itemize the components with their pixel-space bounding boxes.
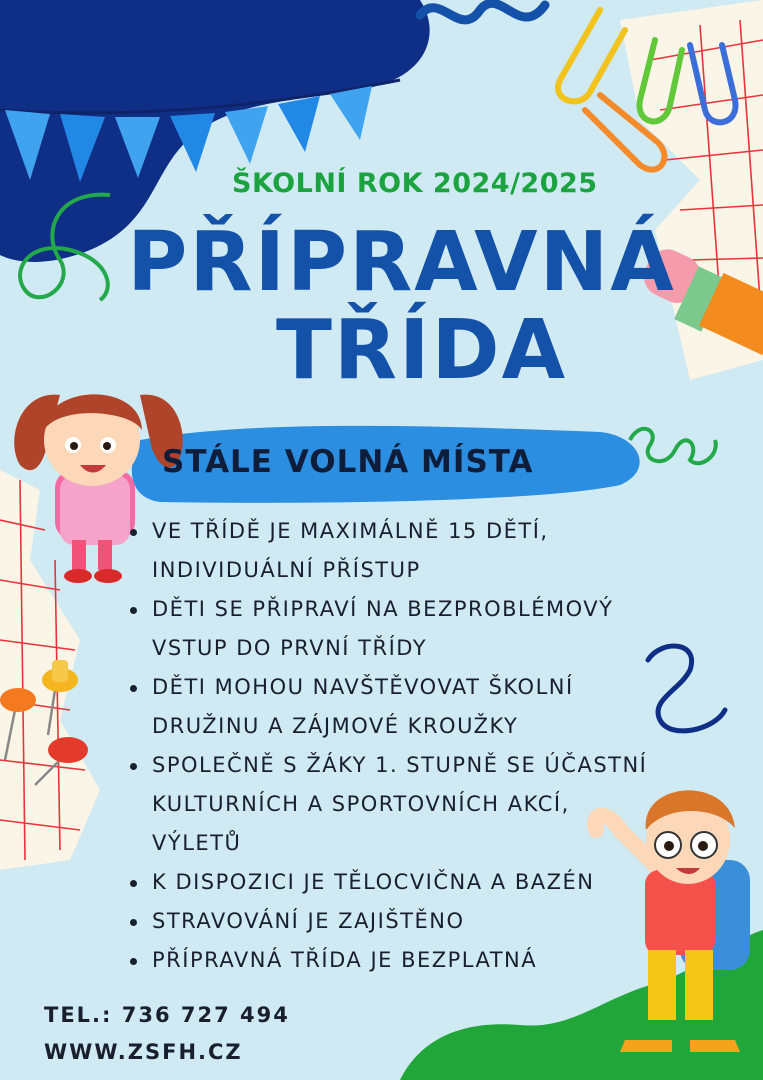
list-item-line: VSTUP DO PRVNÍ TŘÍDY [152,636,428,660]
list-item-line: VÝLETŮ [152,831,242,855]
list-item-line: DRUŽINU A ZÁJMOVÉ KROUŽKY [152,714,519,738]
title-line-1: PŘÍPRAVNÁ [127,215,676,310]
list-item-line: INDIVIDUÁLNÍ PŘÍSTUP [152,558,421,582]
title-line-2: TŘÍDA [275,303,568,398]
squiggle-green-right [630,429,716,463]
list-item [128,746,688,863]
list-item-line: DĚTI MOHOU NAVŠTĚVOVAT ŠKOLNÍ [152,675,574,699]
banner-text: STÁLE VOLNÁ MÍSTA [162,444,534,480]
website-link[interactable]: WWW.ZSFH.CZ [44,1040,243,1064]
list-item-line: PŘÍPRAVNÁ TŘÍDA JE BEZPLATNÁ [152,948,538,972]
list-item-line: K DISPOZICI JE TĚLOCVIČNA A BAZÉN [152,870,595,894]
list-item [128,590,688,668]
phone-contact: TEL.: 736 727 494 [44,1003,290,1027]
list-item-line: DĚTI SE PŘIPRAVÍ NA BEZPROBLÉMOVÝ [152,597,614,621]
feature-list [128,512,688,980]
list-item [128,512,688,590]
list-item [128,902,688,941]
list-item-line: SPOLEČNĚ S ŽÁKY 1. STUPNĚ SE ÚČASTNÍ [152,753,648,777]
school-year-subtitle: ŠKOLNÍ ROK 2024/2025 [232,168,598,199]
list-item [128,668,688,746]
list-item-line: STRAVOVÁNÍ JE ZAJIŠTĚNO [152,909,465,933]
list-item [128,863,688,902]
list-item-line: KULTURNÍCH A SPORTOVNÍCH AKCÍ, [152,792,570,816]
list-item-line: VE TŘÍDĚ JE MAXIMÁLNĚ 15 DĚTÍ, [152,519,549,543]
list-item [128,941,688,980]
